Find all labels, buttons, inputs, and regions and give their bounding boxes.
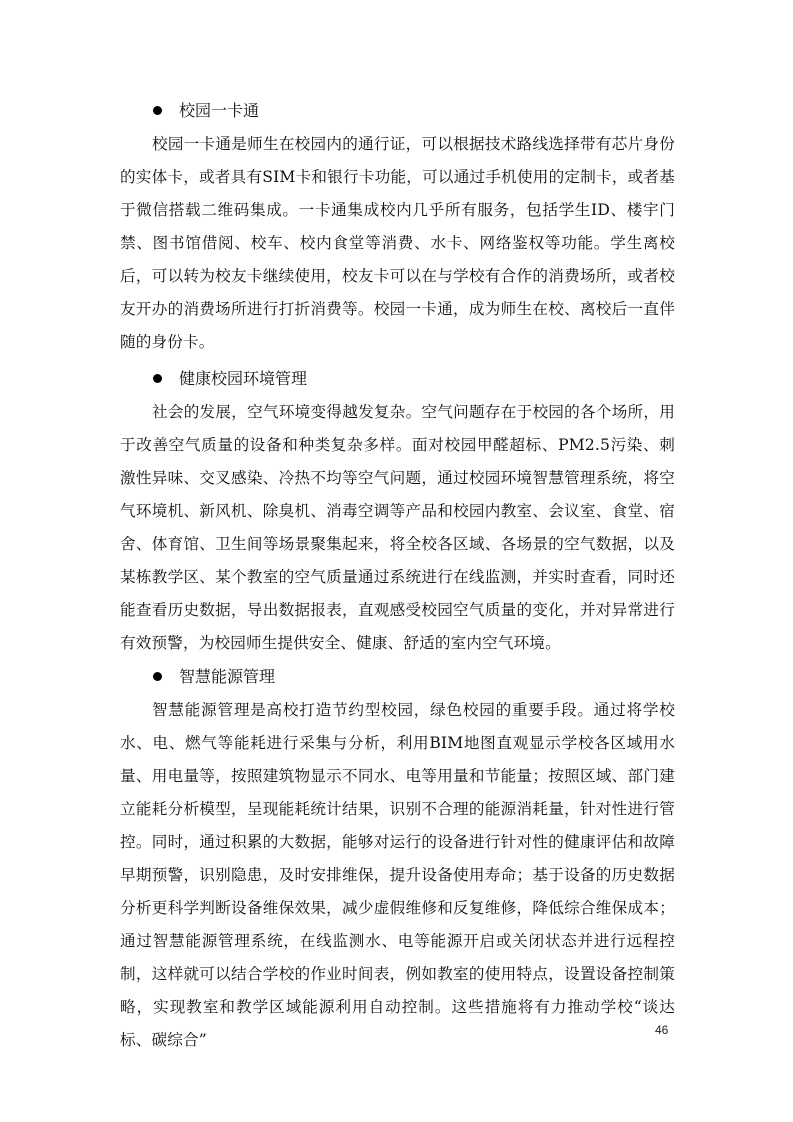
section-heading-text: 智慧能源管理 [179, 667, 276, 686]
section-heading-energy [153, 664, 275, 690]
page-number: 46 [655, 1023, 669, 1037]
section-paragraph-environment: 社会的发展，空气环境变得越发复杂。空气问题存在于校园的各个场所，用于改善空气质量的设备和种类复杂多样。面对校园甲醛超标、PM2.5污染、刺激性异味、交叉感染、冷热不均等空气问题，通过校园环境智慧管理系统，将空气环境机、新风机、除臭机、消毒空调等产品和校园内教室、会议室、食堂、宿舍、体育馆、卫生间等场景聚集起来，将全校各区域、各场景的空气数据，以及某栋教学区、某个教室的空气质量通过系统进行在线监测，并实时查看，同时还能查看历史数据，导出数据报表，直观感受校园空气质量的变化，并对异常进行有效预警，为校园师生提供安全、健康、舒适的室内空气环境。 [120, 403, 675, 652]
section-paragraph-campus-card: 校园一卡通是师生在校园内的通行证，可以根据技术路线选择带有芯片身份的实体卡，或者具有SIM卡和银行卡功能，可以通过手机使用的定制卡，或者基于微信搭载二维码集成。一卡通集成校内几乎所有服务，包括学生ID、楼宇门禁、图书馆借阅、校车、校内食堂等消费、水卡、网络鉴权等功能。学生离校后，可以转为校友卡继续使用，校友卡可以在与学校有合作的消费场所，或者校友开办的消费场所进行打折消费等。校园一卡通，成为师生在校、离校后一直伴随的身份卡。 [120, 135, 675, 351]
bullet-icon [153, 672, 162, 681]
section-heading-campus-card [153, 98, 259, 124]
bullet-icon [153, 106, 162, 115]
section-heading-environment [153, 366, 307, 392]
section-heading-text: 健康校园环境管理 [179, 369, 308, 388]
section-heading-text: 校园一卡通 [179, 101, 260, 120]
bullet-icon [153, 374, 162, 383]
section-paragraph-energy: 智慧能源管理是高校打造节约型校园，绿色校园的重要手段。通过将学校水、电、燃气等能耗进行采集与分析，利用BIM地图直观显示学校各区域用水量、用电量等，按照建筑物显示不同水、电等用量和节能量；按照区域、部门建立能耗分析模型，呈现能耗统计结果，识别不合理的能源消耗量，针对性进行管控。同时，通过积累的大数据，能够对运行的设备进行针对性的健康评估和故障早期预警，识别隐患，及时安排维保，提升设备使用寿命；基于设备的历史数据分析更科学判断设备维保效果，减少虚假维修和反复维修，降低综合维保成本；通过智慧能源管理系统，在线监测水、电等能源开启或关闭状态并进行远程控制，这样就可以结合学校的作业时间表，例如教室的使用特点，设置设备控制策略，实现教室和教学区域能源利用自动控制。这些措施将有力推动学校“谈达标、碳综合” [120, 701, 675, 1049]
